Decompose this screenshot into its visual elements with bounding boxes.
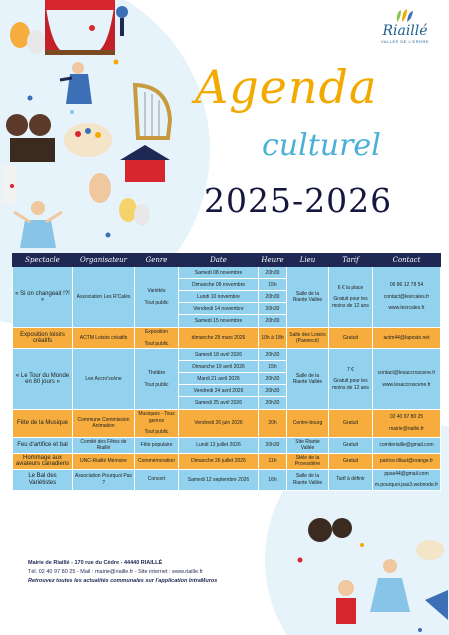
theater-mask-icon <box>89 173 111 203</box>
cell-tarif <box>329 437 373 453</box>
title-season: 2025-2026 <box>204 181 393 220</box>
cell-spectacle: Fête de la Musique <box>13 410 73 438</box>
contact-line: contact@lesaccroscene.fr <box>377 370 436 376</box>
agenda-table <box>12 253 441 491</box>
cell-contact <box>373 410 441 438</box>
cell-genre <box>135 469 179 490</box>
heure-line: 20h30 <box>259 349 286 361</box>
cell-date <box>179 437 259 453</box>
header-heure: Heure <box>259 254 287 267</box>
table-row <box>13 437 441 453</box>
tarif-line: 7 € <box>347 366 354 373</box>
genre-line: Concert <box>147 476 166 483</box>
date-line: Samedi 12 septembre 2026 <box>187 476 250 483</box>
cell-spectacle: « Le Tour du Monde en 80 jours » <box>13 349 73 410</box>
cell-organisateur: Les Accro'scène <box>73 349 135 410</box>
riaille-logo <box>370 8 440 44</box>
contact-line: www.lesaccroscene.fr <box>382 381 431 388</box>
cell-organisateur: Comité des Fêtes de Riaillé <box>73 437 135 453</box>
cell-tarif <box>329 469 373 490</box>
heure-line: 20h30 <box>259 291 286 303</box>
cell-date <box>179 453 259 469</box>
logo-tagline: VALLÉE DE L'ERDRE <box>380 39 430 44</box>
cell-lieu: Salle des Loisirs (Pannecé) <box>287 328 329 349</box>
tarif-line: Gratuit pour les moins de 12 ans <box>332 296 369 309</box>
genre-line: Exposition <box>144 329 169 335</box>
cell-lieu: Salle de la Riante Vallée <box>287 469 329 490</box>
tarif-line: Gratuit <box>342 420 358 426</box>
cell-organisateur: Association Les R'Calés <box>73 267 135 328</box>
heure-line: 20h30 <box>259 385 286 397</box>
cell-tarif <box>329 328 373 349</box>
cell-date <box>179 267 259 328</box>
date-line: Dimanche 09 novembre <box>179 279 258 291</box>
cell-tarif <box>329 349 373 410</box>
date-line: Dimanche 26 juillet 2026 <box>191 458 246 464</box>
heure-line: 10h à 18h <box>261 335 284 341</box>
cell-lieu: Salle de la Riante Vallée <box>287 349 329 410</box>
cell-spectacle: Le Bal des Variétistes <box>13 469 73 490</box>
cell-tarif <box>329 267 373 328</box>
cell-genre <box>135 453 179 469</box>
cell-date <box>179 410 259 438</box>
cell-genre <box>135 437 179 453</box>
column-icon <box>2 165 16 205</box>
date-line: Dimanche 19 avril 2026 <box>179 361 258 373</box>
cell-contact <box>373 437 441 453</box>
contact-line: mairie@riaille.fr <box>389 425 424 432</box>
header-tarif: Tarif <box>329 254 373 267</box>
cell-spectacle: Hommage aux aviateurs canadiens <box>13 453 73 469</box>
genre-line: Tout public <box>144 381 169 388</box>
header-lieu: Lieu <box>287 254 329 267</box>
logo-name: Riaillé <box>382 23 428 39</box>
cell-heure <box>259 437 287 453</box>
date-line: Samedi 15 novembre <box>194 318 243 324</box>
title-culturel: culturel <box>262 128 381 163</box>
contact-line: contact@lesrcales.fr <box>383 293 430 300</box>
genre-line: Tout public <box>144 299 169 306</box>
heure-line: 20h30 <box>265 400 280 406</box>
tarif-line: Gratuit pour les moins de 12 ans <box>332 378 369 391</box>
date-line: Samedi 25 avril 2026 <box>195 400 242 406</box>
cell-heure <box>259 328 287 349</box>
cell-organisateur: ACTM Loisirs créatifs <box>73 328 135 349</box>
palette-icon <box>64 123 112 157</box>
heure-line: 20h30 <box>259 373 286 385</box>
contact-line: ppas44@gmail.com <box>384 470 429 477</box>
cell-genre <box>135 328 179 349</box>
date-line: Vendredi 14 novembre <box>179 303 258 315</box>
cell-genre <box>135 267 179 328</box>
contact-line: 06 86 12 78 54 <box>389 282 424 289</box>
footer-app-notice: Retrouvez toutes les actualités communales sur l'application IntraMuros <box>28 578 218 584</box>
date-line: Samedi 08 novembre <box>179 267 258 279</box>
heure-line: 20h30 <box>259 303 286 315</box>
table-row <box>13 328 441 349</box>
footer-address: Mairie de Riaillé - 170 rue du Cèdre - 44440 RIAILLÉ <box>28 560 163 566</box>
heure-line: 16h <box>268 476 277 483</box>
table-row <box>13 410 441 438</box>
header-organisateur: Organisateur <box>73 254 135 267</box>
cell-organisateur: Commune Commission Animation <box>73 410 135 438</box>
cell-organisateur: Association Pourquoi Pas ? <box>73 469 135 490</box>
genre-line: Musiques - Tous genres <box>138 411 175 424</box>
cell-lieu: Salle de la Riante Vallée <box>287 267 329 328</box>
cell-contact <box>373 469 441 490</box>
cell-tarif <box>329 453 373 469</box>
cell-spectacle: Feu d'artifice et bal <box>13 437 73 453</box>
header-genre: Genre <box>135 254 179 267</box>
cell-date <box>179 349 259 410</box>
table-row <box>13 453 441 469</box>
tarif-line: Gratuit <box>342 457 358 464</box>
table-row <box>13 267 441 328</box>
cell-date <box>179 469 259 490</box>
table-row <box>13 469 441 490</box>
date-line: Vendredi 24 avril 2026 <box>179 385 258 397</box>
cell-contact <box>373 267 441 328</box>
contact-line: m.pourquoi.pas3.webnode.fr <box>374 482 439 488</box>
tarif-line: Gratuit <box>342 441 358 448</box>
cell-contact <box>373 349 441 410</box>
title-agenda: Agenda <box>195 60 378 114</box>
tarif-line: Tarif à définir <box>336 476 365 483</box>
heure-line: 15h <box>259 279 286 291</box>
palette-bottom-icon <box>416 540 444 560</box>
heure-line: 15h <box>259 361 286 373</box>
cell-heure <box>259 267 287 328</box>
header-date: Date <box>179 254 259 267</box>
date-line: Mardi 21 avril 2026 <box>179 373 258 385</box>
genre-line: Commémoration <box>138 457 175 464</box>
genre-line: Tout public <box>144 340 169 347</box>
genre-line: Variétés <box>147 288 166 294</box>
date-line: Vendredi 26 juin 2026 <box>194 420 243 427</box>
cell-date <box>179 328 259 349</box>
contact-line: www.lesrcales.fr <box>388 305 425 312</box>
genre-line: Théâtre <box>147 370 166 376</box>
cell-heure <box>259 469 287 490</box>
contact-line: actm44@laposte.net <box>383 334 430 341</box>
footer-contact: Tél. 02 40 97 80 25 - Mail : mairie@riaille.fr - Site internet : www.riaille.fr <box>28 569 203 575</box>
contact-line: comiteriaille@gmail.com <box>379 441 434 448</box>
cell-lieu: Stèle de la Provostière <box>287 453 329 469</box>
cell-contact <box>373 453 441 469</box>
cell-spectacle: Exposition loisirs créatifs <box>13 328 73 349</box>
table-header-row <box>13 254 441 267</box>
heure-line: 11h <box>268 458 277 464</box>
contact-line: patrice.tillaut@orange.fr <box>379 457 434 464</box>
cell-heure <box>259 453 287 469</box>
heure-line: 20h30 <box>265 318 280 324</box>
genre-line: Tout public <box>144 429 169 435</box>
footer <box>28 559 328 586</box>
table-row <box>13 349 441 410</box>
agenda-body <box>13 267 441 491</box>
cell-lieu: Site Riante Vallée <box>287 437 329 453</box>
date-line: Lundi 10 novembre <box>179 291 258 303</box>
date-line: Lundi 13 juillet 2026 <box>196 442 241 448</box>
heure-line: 20h30 <box>259 267 286 279</box>
cell-lieu: Centre-bourg <box>287 410 329 438</box>
header-contact: Contact <box>373 254 441 267</box>
cell-tarif <box>329 410 373 438</box>
genre-line: Fête populaire <box>140 441 173 448</box>
heure-line: 20h <box>268 420 277 427</box>
cell-organisateur: UNC-Riaillé Mémoire <box>73 453 135 469</box>
date-line: Samedi 18 avril 2026 <box>179 349 258 361</box>
leaf-logo-icon <box>393 8 417 24</box>
contact-line: 02 40 97 80 25 <box>389 414 424 421</box>
singer-icon <box>336 580 356 624</box>
film-camera-icon <box>6 114 55 162</box>
cell-contact <box>373 328 441 349</box>
cell-genre <box>135 349 179 410</box>
header-spectacle: Spectacle <box>13 254 73 267</box>
tarif-line: Gratuit <box>342 334 358 341</box>
cell-heure <box>259 410 287 438</box>
cell-genre <box>135 410 179 438</box>
date-line: dimanche 29 mars 2026 <box>191 335 246 341</box>
cell-heure <box>259 349 287 410</box>
heure-line: 20h30 <box>265 442 280 448</box>
cell-spectacle: « Si on changeait !?! » <box>13 267 73 328</box>
tarif-line: 6 € la place <box>337 284 364 291</box>
